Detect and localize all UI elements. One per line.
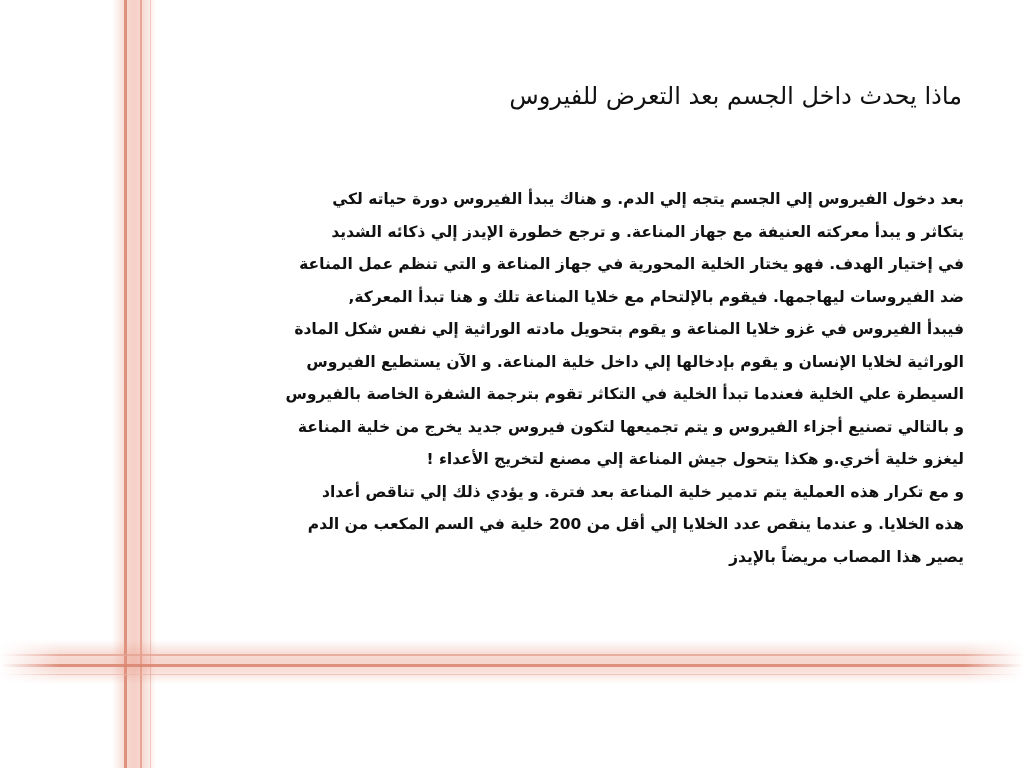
slide-body [194,183,964,573]
body-line: السيطرة علي الخلية فعندما تبدأ الخلية في التكاثر تقوم بترجمة الشفرة الخاصة بالفيروس [285,385,964,403]
body-line: هذه الخلايا. و عندما ينقص عدد الخلايا إلي أقل من 200 خلية في السم المكعب من الدم [307,515,964,533]
frame-horizontal-line [0,674,1024,675]
body-line: ضد الفيروسات ليهاجمها. فيقوم بالإلتحام مع خلايا المناعة تلك و هنا تبدأ المعركة, [348,287,964,306]
body-line: الوراثية لخلايا الإنسان و يقوم بإدخالها إلي داخل خلية المناعة. و الآن يستطيع الفيروس [306,352,964,371]
frame-fade-right [964,630,1024,700]
body-line: يتكاثر و يبدأ معركته العنيفة مع جهاز المناعة. و ترجع خطورة الإيدز إلي ذكائه الشديد [331,222,964,241]
frame-horizontal-line [0,654,1024,656]
body-line: في إختيار الهدف. فهو يختار الخلية المحورية في جهاز المناعة و التي تنظم عمل المناعة [299,255,964,273]
frame-horizontal-line [0,664,1024,667]
body-line: و بالتالي تصنيع أجزاء الفيروس و يتم تجميعها لتكون فيروس جديد يخرج من خلية المناعة [297,417,964,436]
frame-horizontal-glow [0,640,1024,684]
body-line: ليغزو خلية أخري.و هكذا يتحول جيش المناعة إلي مصنع لتخريج الأعداء ! [426,450,964,468]
frame-fade-left [0,630,60,700]
body-line: و مع تكرار هذه العملية يتم تدمير خلية المناعة بعد فترة. و يؤدي ذلك إلي تناقص أعداد [322,482,964,501]
slide-title: ماذا يحدث داخل الجسم بعد التعرض للفيروس [509,82,962,110]
body-line: بعد دخول الفيروس إلي الجسم يتجه إلي الدم. و هناك يبدأ الفيروس دورة حياته لكي [332,190,964,208]
body-line: فيبدأ الفيروس في غزو خلايا المناعة و يقوم بتحويل مادته الوراثية إلي نفس شكل المادة [294,320,964,338]
body-line: يصير هذا المصاب مريضاً بالإيدز [729,547,964,566]
